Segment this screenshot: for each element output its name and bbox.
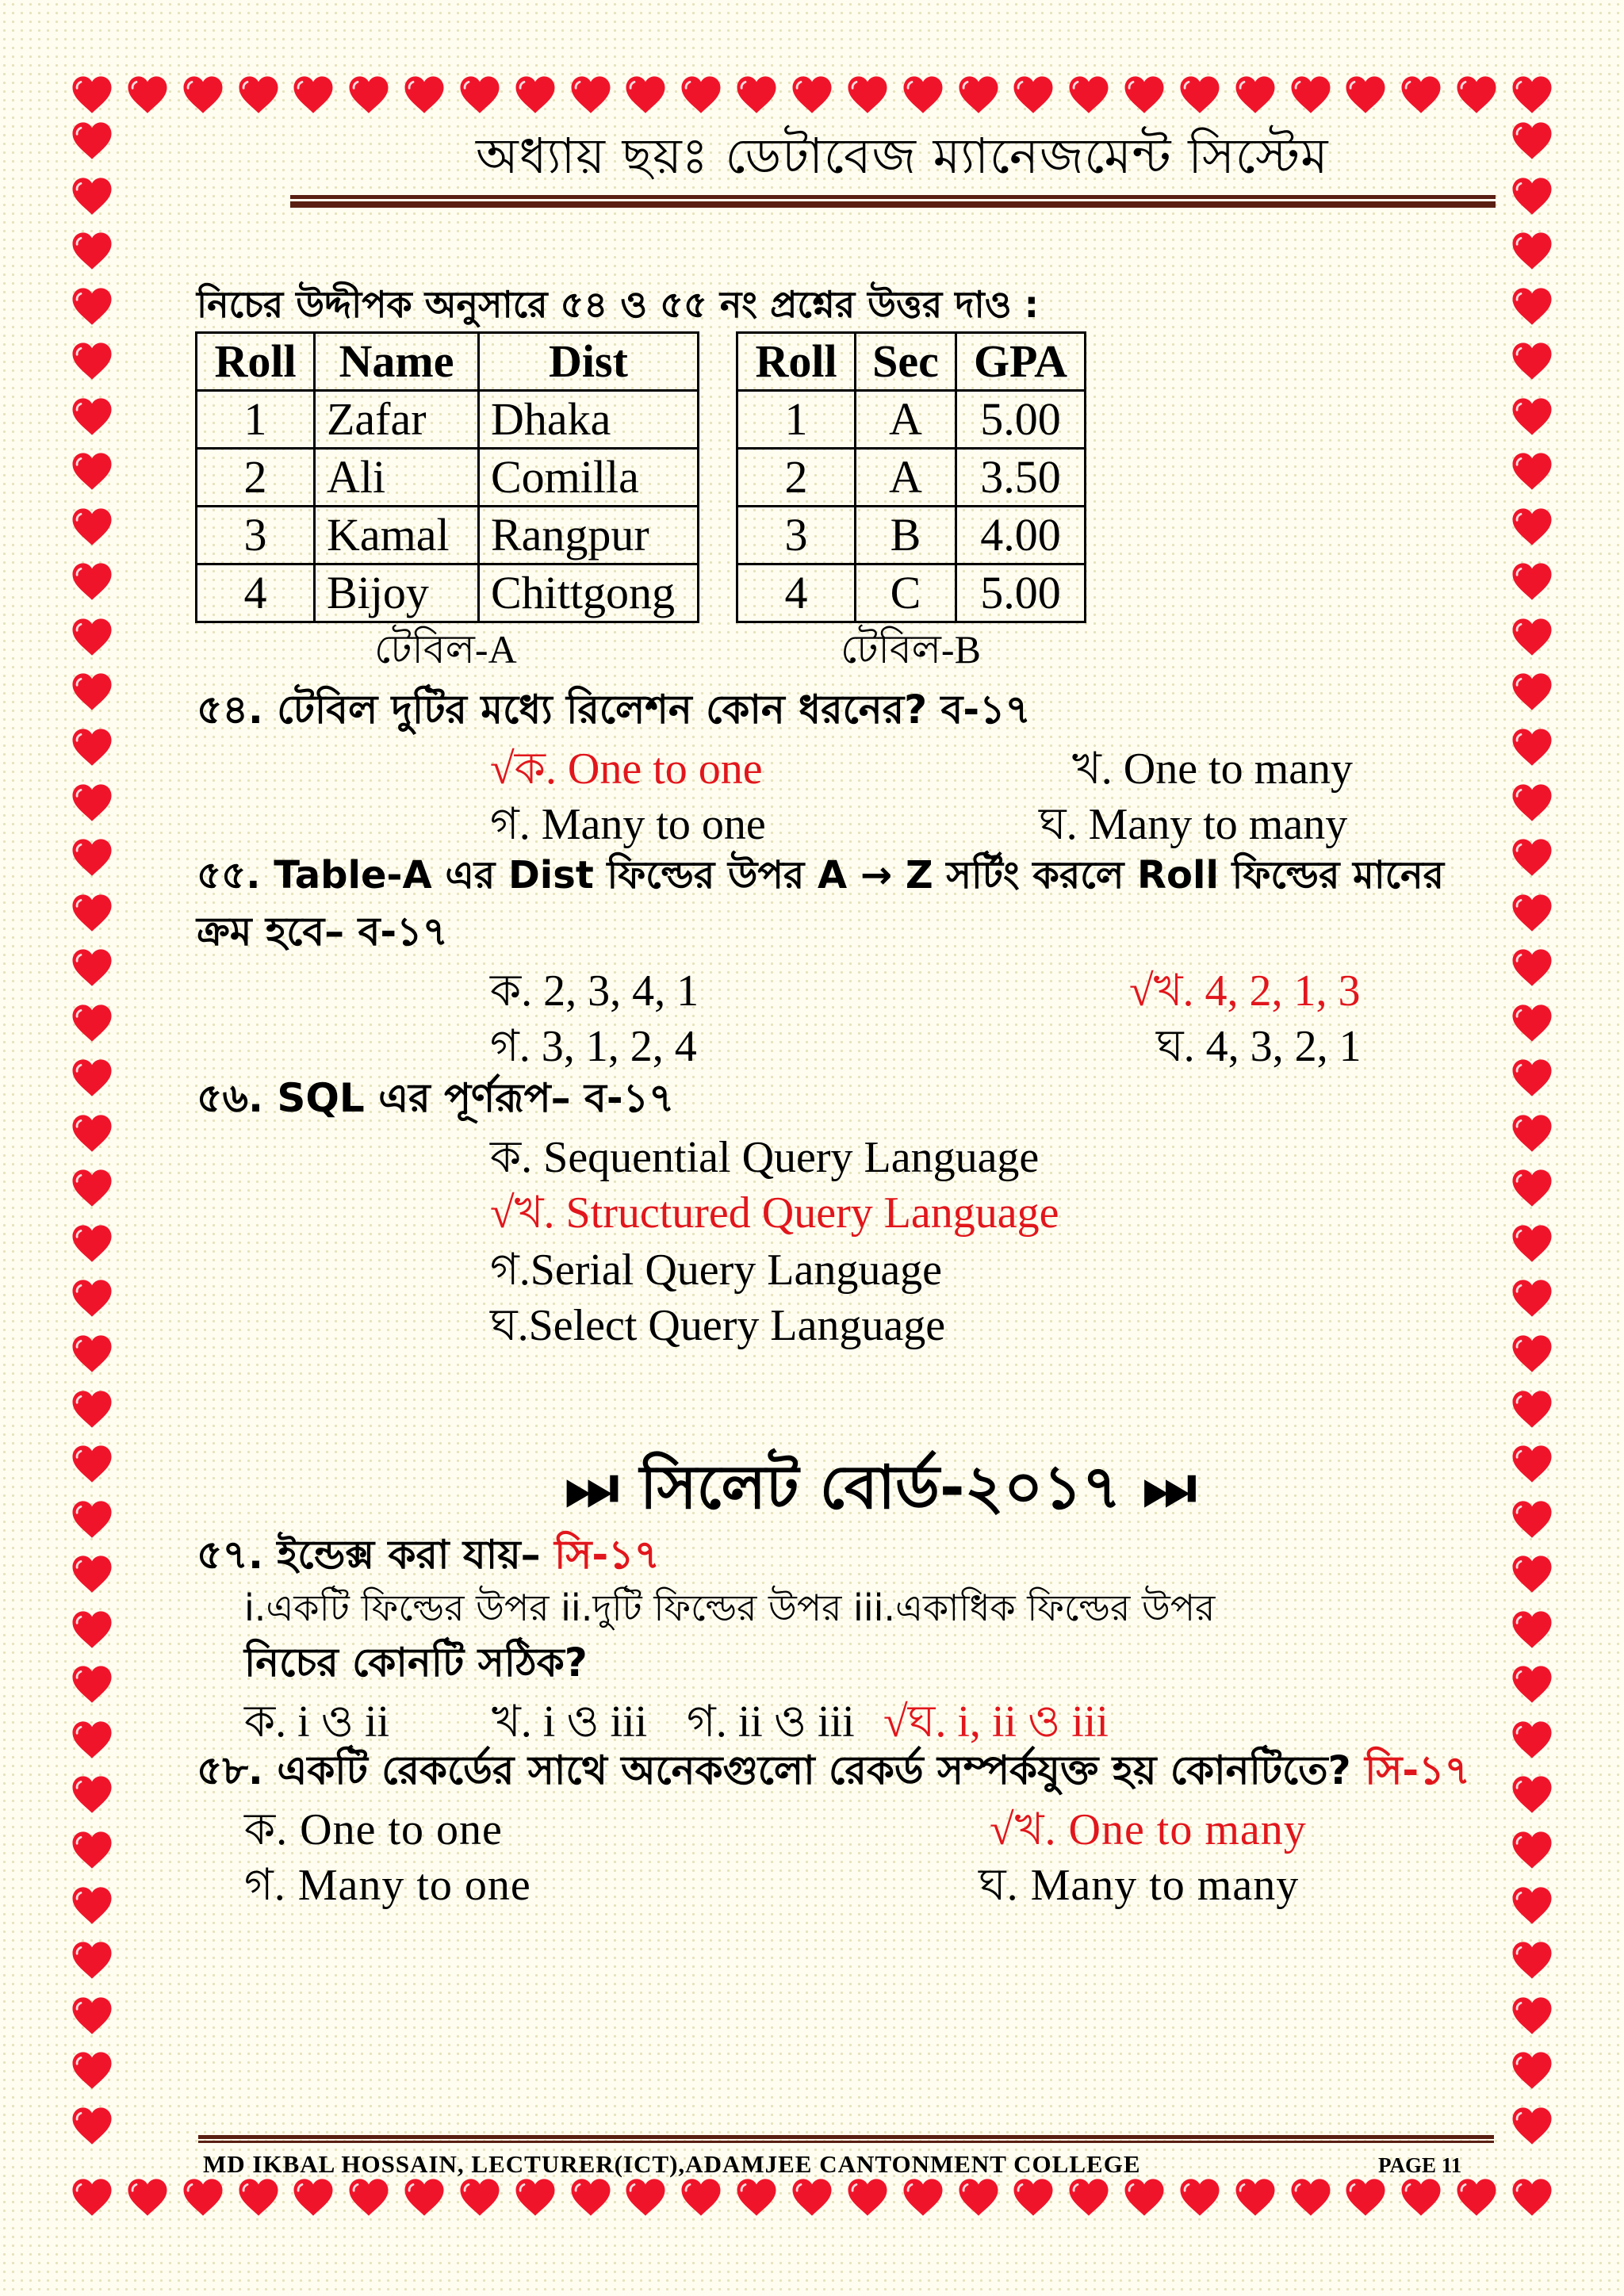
heart-icon <box>1399 2175 1443 2220</box>
heart-icon <box>70 174 114 219</box>
heart-icon <box>70 560 114 604</box>
heart-icon <box>1510 2049 1554 2093</box>
table-row <box>197 449 699 507</box>
heart-icon <box>1510 1001 1554 1046</box>
heart-icon <box>70 1773 114 1817</box>
heart-icon <box>1510 670 1554 714</box>
heart-icon <box>1510 174 1554 219</box>
heart-icon <box>734 73 779 117</box>
table-b-header-roll: Roll <box>737 333 856 391</box>
table-cell: 2 <box>197 449 315 507</box>
table-cell: 4.00 <box>956 507 1086 564</box>
footer-author: MD IKBAL HOSSAIN, LECTURER(ICT),ADAMJEE CANTONMENT COLLEGE <box>203 2150 1141 2178</box>
heart-icon <box>70 73 114 117</box>
heart-icon <box>181 73 225 117</box>
table-cell: Comilla <box>479 449 699 507</box>
heart-icon <box>901 73 945 117</box>
heart-icon <box>956 73 1001 117</box>
heart-icon <box>1454 73 1499 117</box>
table-a-header-row <box>197 333 699 391</box>
q58-option-d: ঘ. Many to many <box>979 1861 1300 1910</box>
heart-icon <box>1510 891 1554 936</box>
question-54: ৫৪. টেবিল দুটির মধ্যে রিলেশন কোন ধরনের? ব-১৭ <box>197 687 1032 733</box>
q54-option-c: গ. Many to one <box>490 800 766 849</box>
heart-icon <box>569 73 613 117</box>
heart-icon <box>70 1994 114 2038</box>
heart-icon <box>70 1498 114 1542</box>
table-cell: Zafar <box>315 391 479 449</box>
heart-icon <box>1510 836 1554 880</box>
question-56: ৫৬. SQL এর পূর্ণরূপ– ব-১৭ <box>197 1075 675 1121</box>
heart-icon <box>70 450 114 494</box>
heart-icon <box>1510 339 1554 384</box>
heart-icon <box>845 73 890 117</box>
heart-icon <box>1510 395 1554 439</box>
heart-icon <box>70 229 114 274</box>
stimulus-instruction: নিচের উদ্দীপক অনুসারে ৫৪ ও ৫৫ নং প্রশ্নের উত্তর দাও : <box>197 283 1039 326</box>
heart-icon <box>1510 73 1554 117</box>
heart-icon <box>1122 73 1166 117</box>
question-57-board: সি-১৭ <box>554 1532 661 1578</box>
heart-icon <box>70 1001 114 1046</box>
table-cell: 5.00 <box>956 564 1086 622</box>
heart-icon <box>402 73 446 117</box>
q57-option-a: ক. i ও ii <box>244 1697 390 1747</box>
table-cell: 4 <box>737 564 856 622</box>
heart-icon <box>347 2175 391 2220</box>
table-cell: Dhaka <box>479 391 699 449</box>
q55-option-a: ক. 2, 3, 4, 1 <box>490 966 699 1016</box>
heart-icon <box>513 2175 557 2220</box>
heart-icon <box>1510 229 1554 274</box>
heart-icon <box>790 73 834 117</box>
heart-icon <box>70 615 114 660</box>
heart-icon <box>1510 1498 1554 1542</box>
table-cell: 4 <box>197 564 315 622</box>
heart-icon <box>1178 2175 1222 2220</box>
heart-icon <box>1510 285 1554 329</box>
table-cell: Chittgong <box>479 564 699 622</box>
heart-icon <box>1510 1994 1554 2038</box>
q58-option-a: ক. One to one <box>244 1805 503 1854</box>
table-row <box>197 564 699 622</box>
heart-icon <box>70 395 114 439</box>
heart-icon <box>1510 1222 1554 1266</box>
q55-option-b: √খ. 4, 2, 1, 3 <box>1129 966 1361 1016</box>
heart-icon <box>458 73 502 117</box>
q54-option-d: ঘ. Many to many <box>1039 800 1348 849</box>
heart-icon <box>1510 1884 1554 1928</box>
heart-border-bottom <box>70 2175 1554 2220</box>
heart-icon <box>1510 1056 1554 1100</box>
heart-icon <box>402 2175 446 2220</box>
table-row <box>737 391 1086 449</box>
table-row <box>737 507 1086 564</box>
heart-icon <box>1510 1166 1554 1211</box>
heart-icon <box>1067 73 1111 117</box>
heart-icon <box>1011 73 1055 117</box>
question-55-line2: ক্রম হবে– ব-১৭ <box>197 909 449 955</box>
table-a-header-roll: Roll <box>197 333 315 391</box>
heart-icon <box>1178 73 1222 117</box>
heart-icon <box>1510 2104 1554 2149</box>
heart-icon <box>70 1056 114 1100</box>
chapter-title: অধ্যায় ছয়ঃ ডেটাবেজ ম্যানেজমেন্ট সিস্টেম <box>476 127 1329 185</box>
table-b-header-row <box>737 333 1086 391</box>
heart-icon <box>70 1387 114 1432</box>
table-b-header-sec: Sec <box>856 333 956 391</box>
heart-icon <box>1289 2175 1333 2220</box>
heart-icon <box>70 505 114 549</box>
heart-icon <box>181 2175 225 2220</box>
heart-icon <box>70 1938 114 1983</box>
heart-icon <box>623 73 668 117</box>
heart-icon <box>125 2175 170 2220</box>
heart-icon <box>70 1552 114 1597</box>
heart-icon <box>1343 73 1388 117</box>
q57-option-d: √ঘ. i, ii ও iii <box>883 1697 1109 1747</box>
heart-icon <box>1510 725 1554 770</box>
q55-option-c: গ. 3, 1, 2, 4 <box>490 1022 697 1071</box>
heart-icon <box>291 2175 335 2220</box>
heart-icon <box>70 781 114 825</box>
heart-icon <box>70 2104 114 2149</box>
heart-icon <box>347 73 391 117</box>
table-cell: Ali <box>315 449 479 507</box>
table-cell: 2 <box>737 449 856 507</box>
question-55-line1: ৫৫. Table-A এর Dist ফিল্ডের উপর A → Z সর্টিং করলে Roll ফিল্ডের মানের <box>197 853 1445 897</box>
heart-icon <box>956 2175 1001 2220</box>
heart-icon <box>291 73 335 117</box>
table-cell: 5.00 <box>956 391 1086 449</box>
heart-icon <box>125 73 170 117</box>
heart-icon <box>70 2049 114 2093</box>
table-row <box>737 449 1086 507</box>
table-a-header-name: Name <box>315 333 479 391</box>
heart-border-top <box>70 73 1554 117</box>
table-b-caption: টেবিল-B <box>841 627 981 672</box>
table-cell: 3 <box>197 507 315 564</box>
table-cell: Bijoy <box>315 564 479 622</box>
q56-option-d: ঘ.Select Query Language <box>490 1301 946 1350</box>
heart-icon <box>513 73 557 117</box>
table-cell: 1 <box>197 391 315 449</box>
heart-icon <box>70 1112 114 1156</box>
heart-icon <box>1510 1387 1554 1432</box>
heart-icon <box>236 2175 281 2220</box>
table-cell: Kamal <box>315 507 479 564</box>
table-cell: B <box>856 507 956 564</box>
question-57-text: ৫৭. ইন্ডেক্স করা যায়– <box>197 1532 541 1578</box>
page-number: PAGE 11 <box>1378 2153 1462 2177</box>
heart-icon <box>734 2175 779 2220</box>
heart-icon <box>1510 615 1554 660</box>
heart-icon <box>1510 1442 1554 1487</box>
table-cell: C <box>856 564 956 622</box>
table-cell: A <box>856 391 956 449</box>
heart-icon <box>70 1718 114 1762</box>
heart-icon <box>70 725 114 770</box>
heart-icon <box>1067 2175 1111 2220</box>
q57-option-c: গ. ii ও iii <box>687 1697 855 1747</box>
q54-option-a: √ক. One to one <box>490 744 763 794</box>
heart-icon <box>70 670 114 714</box>
table-b <box>736 331 1086 623</box>
heart-icon <box>1454 2175 1499 2220</box>
table-b-header-gpa: GPA <box>956 333 1086 391</box>
table-a <box>195 331 699 623</box>
heart-icon <box>70 946 114 990</box>
heart-icon <box>70 891 114 936</box>
heart-icon <box>679 2175 723 2220</box>
heart-icon <box>70 2175 114 2220</box>
heart-icon <box>901 2175 945 2220</box>
heart-icon <box>1510 946 1554 990</box>
heart-icon <box>70 1442 114 1487</box>
header-rule <box>290 195 1496 208</box>
heart-icon <box>1510 1332 1554 1376</box>
heart-icon <box>70 1332 114 1376</box>
heart-icon <box>70 339 114 384</box>
table-cell: Rangpur <box>479 507 699 564</box>
section-title-sylhet-board: ⏭ সিলেট বোর্ড-২০১৭ ⏭ <box>565 1452 1197 1522</box>
table-row <box>737 564 1086 622</box>
q57-prompt: নিচের কোনটি সঠিক? <box>244 1640 588 1686</box>
q57-option-b: খ. i ও iii <box>492 1697 648 1747</box>
table-cell: 3.50 <box>956 449 1086 507</box>
heart-border-right <box>1510 119 1554 2149</box>
q57-statements: i.একটি ফিল্ডের উপর ii.দুটি ফিল্ডের উপর iii.একাধিক ফিল্ডের উপর <box>244 1586 1216 1629</box>
heart-icon <box>1510 1608 1554 1652</box>
heart-border-left <box>70 119 114 2149</box>
table-cell: 3 <box>737 507 856 564</box>
q56-option-a: ক. Sequential Query Language <box>490 1133 1040 1182</box>
q56-option-c: গ.Serial Query Language <box>490 1246 943 1295</box>
q58-option-b: √খ. One to many <box>990 1805 1307 1854</box>
heart-icon <box>458 2175 502 2220</box>
heart-icon <box>1399 73 1443 117</box>
heart-icon <box>70 119 114 163</box>
heart-icon <box>1510 1718 1554 1762</box>
heart-icon <box>845 2175 890 2220</box>
heart-icon <box>1510 1938 1554 1983</box>
heart-icon <box>679 73 723 117</box>
heart-icon <box>70 1663 114 1707</box>
heart-icon <box>1510 1276 1554 1321</box>
heart-icon <box>70 1166 114 1211</box>
q55-option-d: ঘ. 4, 3, 2, 1 <box>1156 1022 1362 1071</box>
q58-option-c: গ. Many to one <box>244 1861 531 1910</box>
heart-icon <box>1510 2175 1554 2220</box>
heart-icon <box>790 2175 834 2220</box>
question-58-board: সি-১৭ <box>1365 1747 1471 1793</box>
heart-icon <box>1510 1663 1554 1707</box>
heart-icon <box>1122 2175 1166 2220</box>
question-58-text: ৫৮. একটি রেকর্ডের সাথে অনেকগুলো রেকর্ড সম্পর্কযুক্ত হয় কোনটিতে? <box>197 1747 1351 1793</box>
footer-rule <box>198 2135 1494 2143</box>
table-row <box>197 391 699 449</box>
heart-icon <box>70 1608 114 1652</box>
heart-icon <box>1011 2175 1055 2220</box>
heart-icon <box>1510 1773 1554 1817</box>
heart-icon <box>70 1884 114 1928</box>
heart-icon <box>623 2175 668 2220</box>
heart-icon <box>1510 1112 1554 1156</box>
heart-icon <box>1289 73 1333 117</box>
heart-icon <box>1510 505 1554 549</box>
heart-icon <box>1510 1828 1554 1873</box>
heart-icon <box>236 73 281 117</box>
heart-icon <box>1510 560 1554 604</box>
heart-icon <box>70 285 114 329</box>
q54-option-b: খ. One to many <box>1072 744 1354 794</box>
heart-icon <box>1510 119 1554 163</box>
heart-icon <box>70 1222 114 1266</box>
heart-icon <box>70 836 114 880</box>
table-cell: 1 <box>737 391 856 449</box>
heart-icon <box>1510 781 1554 825</box>
heart-icon <box>1343 2175 1388 2220</box>
heart-icon <box>70 1276 114 1321</box>
heart-icon <box>1510 1552 1554 1597</box>
heart-icon <box>1233 73 1277 117</box>
table-a-header-dist: Dist <box>479 333 699 391</box>
heart-icon <box>1510 450 1554 494</box>
table-cell: A <box>856 449 956 507</box>
table-row <box>197 507 699 564</box>
q56-option-b: √খ. Structured Query Language <box>490 1188 1059 1238</box>
heart-icon <box>70 1828 114 1873</box>
table-a-caption: টেবিল-A <box>374 627 517 672</box>
heart-icon <box>569 2175 613 2220</box>
heart-icon <box>1233 2175 1277 2220</box>
